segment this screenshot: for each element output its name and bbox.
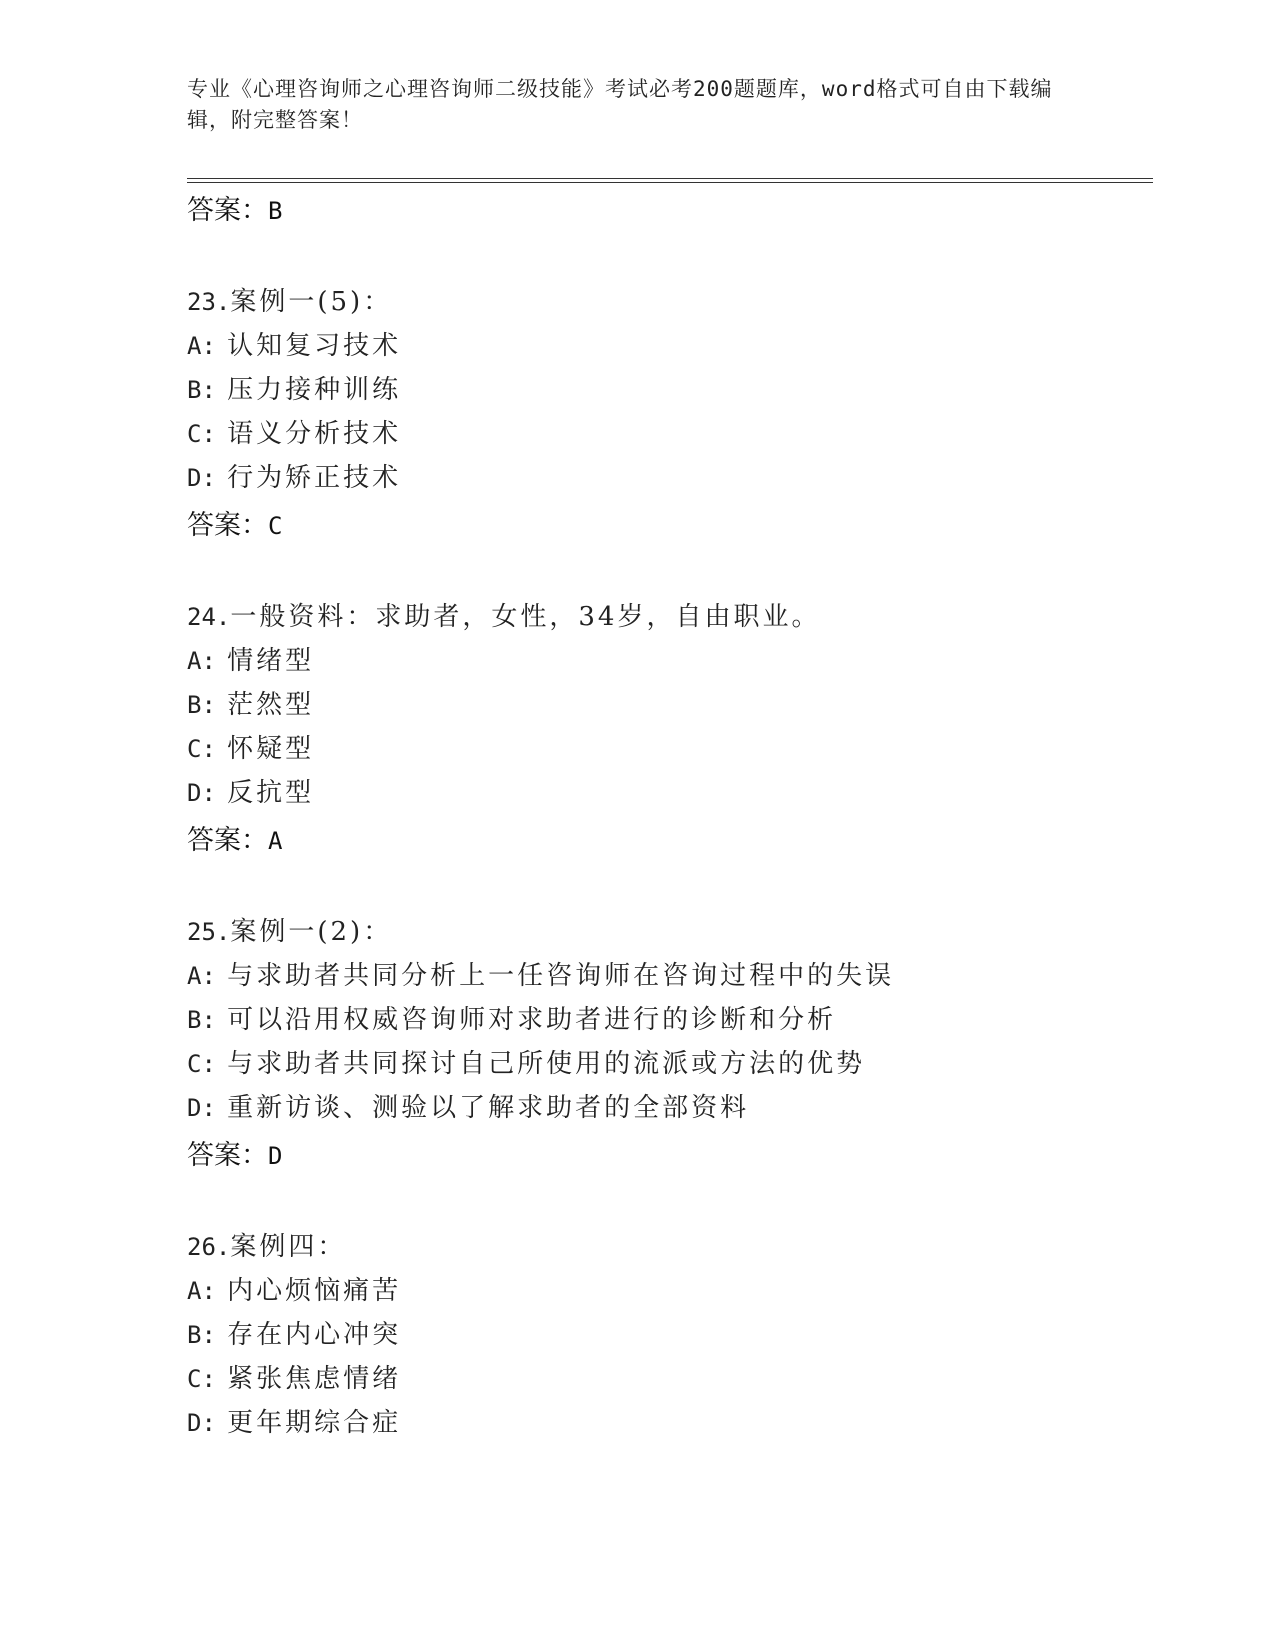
option-a	[187, 1274, 401, 1308]
option-text: 语义分析技术	[227, 419, 402, 449]
option-b	[187, 688, 314, 722]
answer-line	[187, 1139, 282, 1173]
option-key: D:	[187, 1409, 216, 1437]
option-key: D:	[187, 779, 216, 807]
option-text: 情绪型	[227, 646, 315, 676]
option-key: B:	[187, 691, 216, 719]
answer-label: 答案：	[187, 195, 268, 226]
option-a	[187, 644, 314, 678]
answer-label: 答案：	[187, 825, 268, 856]
option-b	[187, 373, 401, 407]
answer-line	[187, 824, 282, 858]
option-key: D:	[187, 464, 216, 492]
answer-label: 答案：	[187, 1140, 268, 1171]
option-text: 重新访谈、测验以了解求助者的全部资料	[227, 1093, 750, 1123]
option-key: A:	[187, 962, 216, 990]
answer-value: C	[268, 512, 283, 540]
question-stem	[187, 600, 820, 634]
option-key: A:	[187, 332, 216, 360]
option-text: 怀疑型	[227, 734, 315, 764]
option-key: A:	[187, 647, 216, 675]
question-number: 23.	[187, 288, 231, 316]
option-text: 更年期综合症	[227, 1408, 402, 1438]
question-stem	[187, 915, 392, 949]
question-number: 24.	[187, 603, 231, 631]
option-c	[187, 417, 401, 451]
option-text: 与求助者共同探讨自己所使用的流派或方法的优势	[227, 1049, 866, 1079]
option-key: A:	[187, 1277, 216, 1305]
header-rule-bottom	[187, 182, 1153, 183]
question-text: 案例一(5)：	[230, 287, 393, 317]
question-text: 案例一(2)：	[230, 917, 393, 947]
option-text: 茫然型	[227, 690, 315, 720]
option-c	[187, 732, 314, 766]
option-key: B:	[187, 1006, 216, 1034]
answer-value: B	[268, 197, 283, 225]
option-text: 认知复习技术	[227, 331, 402, 361]
answer-value: D	[268, 1142, 283, 1170]
question-stem	[187, 285, 392, 319]
answer-line	[187, 194, 282, 228]
option-c	[187, 1362, 401, 1396]
header-rule-top	[187, 178, 1153, 179]
option-d	[187, 776, 314, 810]
option-key: C:	[187, 420, 216, 448]
question-text: 一般资料：求助者，女性，34岁，自由职业。	[230, 602, 821, 632]
option-text: 行为矫正技术	[227, 463, 402, 493]
question-number: 26.	[187, 1233, 231, 1261]
option-key: C:	[187, 1050, 216, 1078]
option-key: B:	[187, 1321, 216, 1349]
answer-value: A	[268, 827, 283, 855]
question-stem	[187, 1230, 346, 1264]
option-text: 存在内心冲突	[227, 1320, 402, 1350]
option-key: C:	[187, 735, 216, 763]
option-text: 压力接种训练	[227, 375, 402, 405]
option-text: 可以沿用权威咨询师对求助者进行的诊断和分析	[227, 1005, 837, 1035]
answer-line	[187, 509, 282, 543]
option-a	[187, 329, 401, 363]
option-b	[187, 1318, 401, 1352]
question-number: 25.	[187, 918, 231, 946]
option-text: 反抗型	[227, 778, 315, 808]
option-c	[187, 1047, 865, 1081]
option-text: 内心烦恼痛苦	[227, 1276, 402, 1306]
option-d	[187, 1406, 401, 1440]
option-d	[187, 1091, 749, 1125]
option-key: B:	[187, 376, 216, 404]
option-key: C:	[187, 1365, 216, 1393]
option-key: D:	[187, 1094, 216, 1122]
option-b	[187, 1003, 836, 1037]
question-text: 案例四：	[230, 1232, 347, 1262]
option-text: 紧张焦虑情绪	[227, 1364, 402, 1394]
option-a	[187, 959, 894, 993]
option-text: 与求助者共同分析上一任咨询师在咨询过程中的失误	[227, 961, 895, 991]
document-intro: 专业《心理咨询师之心理咨询师二级技能》考试必考200题题库，word格式可自由下载编辑，附完整答案！	[187, 77, 1053, 132]
option-d	[187, 461, 401, 495]
answer-label: 答案：	[187, 510, 268, 541]
